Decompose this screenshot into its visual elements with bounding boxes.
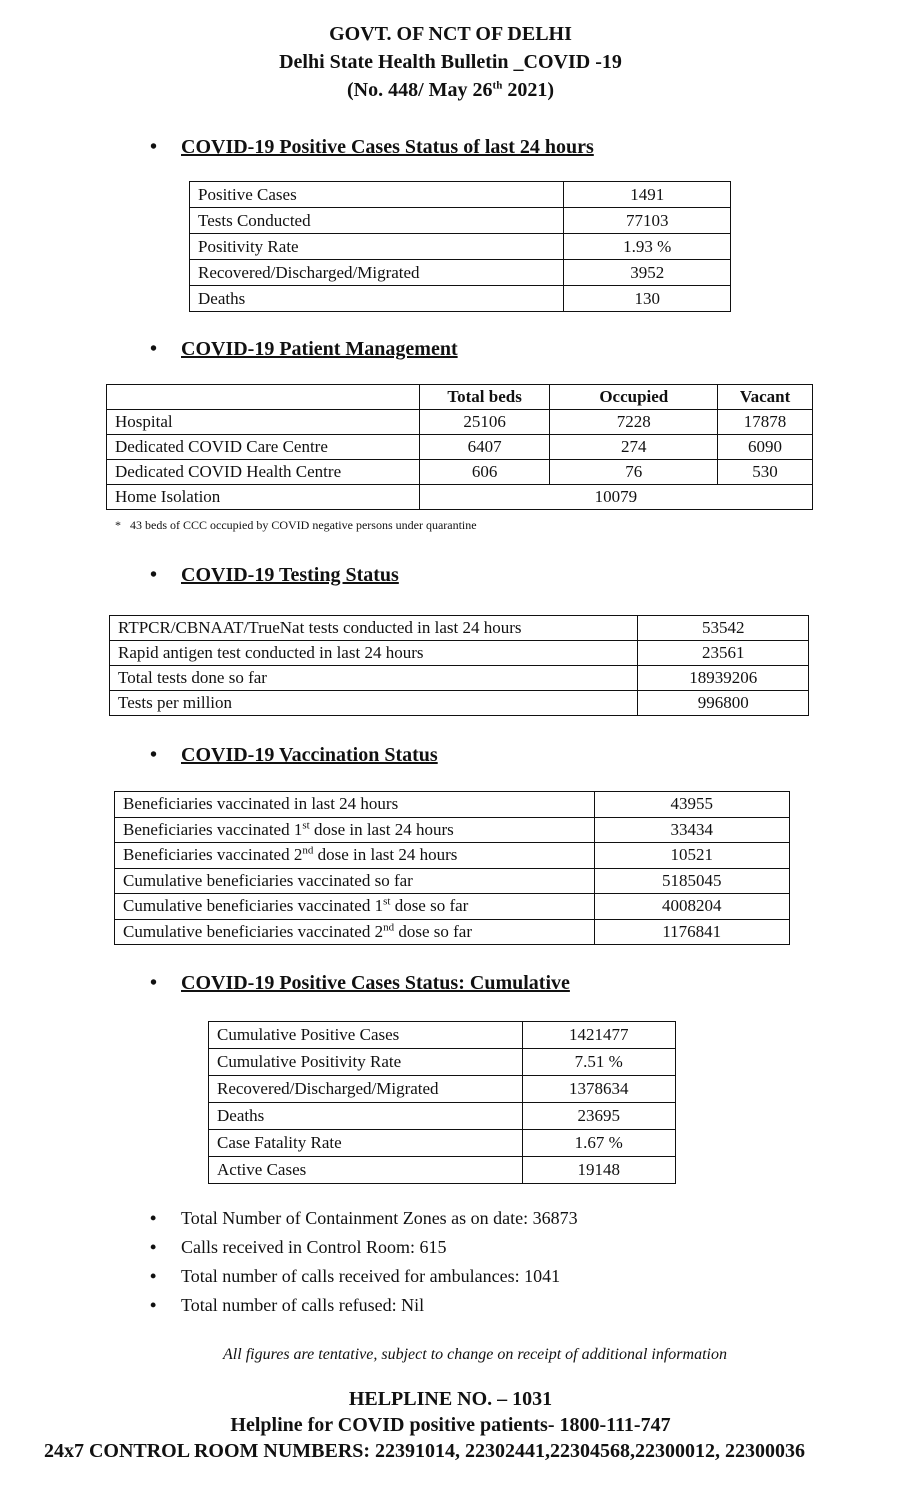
row-value: 1.67 % (522, 1130, 676, 1157)
column-header-total-beds: Total beds (419, 385, 550, 410)
occupied-value: 76 (550, 460, 718, 485)
table-row (110, 641, 809, 666)
table-row (107, 385, 813, 410)
row-value: 53542 (638, 616, 809, 641)
helpline-number: HELPLINE NO. – 1031 (348, 1388, 553, 1410)
table-row (107, 435, 813, 460)
table-row (115, 817, 790, 843)
row-value: 1491 (564, 182, 731, 208)
total-beds-value: 606 (419, 460, 550, 485)
row-label: Deaths (209, 1103, 523, 1130)
row-label: Beneficiaries vaccinated 2nd dose in last 24 hours (115, 843, 595, 869)
bullet-icon: • (150, 1237, 157, 1257)
table-row (107, 485, 813, 510)
table-row (115, 894, 790, 920)
bulletin-number: (No. 448/ May 26th 2021) (347, 79, 554, 101)
row-label: Hospital (107, 410, 420, 435)
row-label: Positive Cases (190, 182, 564, 208)
total-beds-value: 6407 (419, 435, 550, 460)
row-label: Deaths (190, 286, 564, 312)
row-value: 18939206 (638, 666, 809, 691)
row-value: 4008204 (594, 894, 790, 920)
row-label: Recovered/Discharged/Migrated (190, 260, 564, 286)
covid-helpline: Helpline for COVID positive patients- 1800-111-747 (230, 1414, 671, 1436)
list-item: • Total number of calls refused: Nil (150, 1291, 578, 1320)
patient-management-table (106, 384, 813, 510)
row-label: Recovered/Discharged/Migrated (209, 1076, 523, 1103)
row-label: Rapid antigen test conducted in last 24 hours (110, 641, 638, 666)
vacant-value: 530 (718, 460, 813, 485)
row-value: 130 (564, 286, 731, 312)
bullet-icon: • (150, 564, 158, 586)
row-label: Cumulative beneficiaries vaccinated so far (115, 868, 595, 894)
total-beds-value: 25106 (419, 410, 550, 435)
row-label: Positivity Rate (190, 234, 564, 260)
table-row (190, 182, 731, 208)
section-heading-cumulative: • COVID-19 Positive Cases Status: Cumulative (150, 972, 570, 994)
row-label: Beneficiaries vaccinated in last 24 hours (115, 792, 595, 818)
row-value: 1378634 (522, 1076, 676, 1103)
list-item: • Total number of calls received for ambulances: 1041 (150, 1262, 578, 1291)
table-row (107, 460, 813, 485)
table-row (190, 234, 731, 260)
row-label: Cumulative beneficiaries vaccinated 1st dose so far (115, 894, 595, 920)
row-value: 19148 (522, 1157, 676, 1184)
table-row (209, 1022, 676, 1049)
section-heading-patient-management: • COVID-19 Patient Management (150, 338, 458, 360)
row-value: 77103 (564, 208, 731, 234)
vaccination-table (114, 791, 790, 945)
bullet-icon: • (150, 744, 158, 766)
row-label: Active Cases (209, 1157, 523, 1184)
row-label: Home Isolation (107, 485, 420, 510)
row-value: 996800 (638, 691, 809, 716)
table-row (115, 792, 790, 818)
table-row (110, 666, 809, 691)
govt-title: GOVT. OF NCT OF DELHI (329, 23, 572, 45)
row-value: 23561 (638, 641, 809, 666)
row-value: 10521 (594, 843, 790, 869)
table-row (190, 260, 731, 286)
table-row (115, 843, 790, 869)
bullet-icon: • (150, 136, 158, 158)
row-label: Beneficiaries vaccinated 1st dose in last 24 hours (115, 817, 595, 843)
row-label: Cumulative Positive Cases (209, 1022, 523, 1049)
list-item: • Calls received in Control Room: 615 (150, 1233, 578, 1262)
list-item: • Total Number of Containment Zones as on date: 36873 (150, 1204, 578, 1233)
occupied-value: 7228 (550, 410, 718, 435)
column-header-occupied: Occupied (550, 385, 718, 410)
bullet-icon: • (150, 1208, 157, 1228)
row-value: 33434 (594, 817, 790, 843)
section-heading-testing: • COVID-19 Testing Status (150, 564, 399, 586)
bullet-icon: • (150, 1295, 157, 1315)
section-heading-vaccination: • COVID-19 Vaccination Status (150, 744, 438, 766)
row-label: Cumulative Positivity Rate (209, 1049, 523, 1076)
row-label: Case Fatality Rate (209, 1130, 523, 1157)
section-heading-last24: • COVID-19 Positive Cases Status of last 24 hours (150, 136, 594, 158)
table-row (209, 1103, 676, 1130)
row-value: 7.51 % (522, 1049, 676, 1076)
row-value: 1176841 (594, 919, 790, 945)
row-value: 1.93 % (564, 234, 731, 260)
footnote: * 43 beds of CCC occupied by COVID negative persons under quarantine (115, 518, 477, 532)
cumulative-table (208, 1021, 676, 1184)
table-row (190, 208, 731, 234)
control-room-numbers: 24x7 CONTROL ROOM NUMBERS: 22391014, 22302441,22304568,22300012, 22300036 (43, 1440, 806, 1462)
table-row (209, 1049, 676, 1076)
table-row (110, 616, 809, 641)
row-label: Tests Conducted (190, 208, 564, 234)
bullet-icon: • (150, 972, 158, 994)
row-label: Tests per million (110, 691, 638, 716)
row-label: Dedicated COVID Health Centre (107, 460, 420, 485)
vacant-value: 6090 (718, 435, 813, 460)
table-cell (107, 385, 420, 410)
row-label: Total tests done so far (110, 666, 638, 691)
bullet-icon: • (150, 1266, 157, 1286)
table-row (209, 1157, 676, 1184)
disclaimer: All figures are tentative, subject to change on receipt of additional information (223, 1346, 727, 1363)
row-label: RTPCR/CBNAAT/TrueNat tests conducted in last 24 hours (110, 616, 638, 641)
table-row (209, 1076, 676, 1103)
row-value: 5185045 (594, 868, 790, 894)
column-header-vacant: Vacant (718, 385, 813, 410)
table-row (209, 1130, 676, 1157)
table-row (115, 919, 790, 945)
table-row (190, 286, 731, 312)
row-label: Cumulative beneficiaries vaccinated 2nd dose so far (115, 919, 595, 945)
summary-bullets (150, 1204, 578, 1320)
occupied-value: 274 (550, 435, 718, 460)
testing-table (109, 615, 809, 716)
last24-table (189, 181, 731, 312)
table-row (115, 868, 790, 894)
row-value: 3952 (564, 260, 731, 286)
row-value: 43955 (594, 792, 790, 818)
row-label: Dedicated COVID Care Centre (107, 435, 420, 460)
table-row (107, 410, 813, 435)
vacant-value: 17878 (718, 410, 813, 435)
bullet-icon: • (150, 338, 158, 360)
row-value: 23695 (522, 1103, 676, 1130)
table-row (110, 691, 809, 716)
bulletin-title: Delhi State Health Bulletin _COVID -19 (279, 51, 622, 73)
home-isolation-value: 10079 (419, 485, 812, 510)
row-value: 1421477 (522, 1022, 676, 1049)
